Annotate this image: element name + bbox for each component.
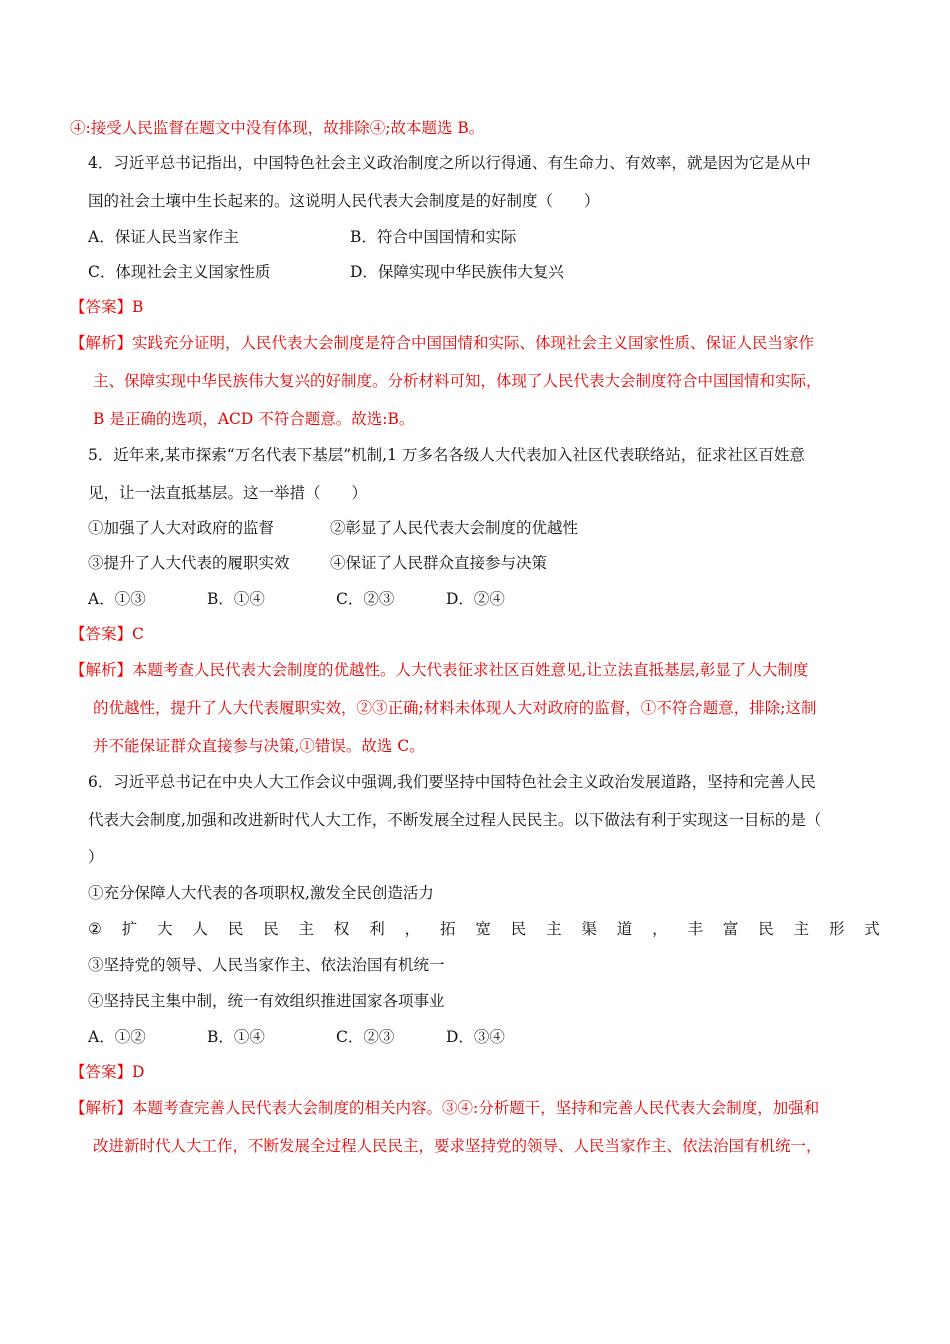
- q4-option-b: B．符合中国国情和实际: [350, 228, 517, 246]
- q6-statement-2-char: 人: [192, 920, 208, 938]
- q5-option-c: C．②③: [336, 590, 395, 608]
- q5-stem-line1: 5．近年来,某市探索“万名代表下基层”机制,1 万多名各级人大代表加入社区代表联络站，征求社区百姓意: [88, 446, 805, 464]
- q6-statement-2-char: 式: [864, 920, 880, 938]
- q4-analysis-line3: B 是正确的选项，ACD 不符合题意。故选:B。: [93, 410, 415, 428]
- q6-analysis-line2: 改进新时代人大工作，不断发展全过程人民民主，要求坚持党的领导、人民当家作主、依法治国有机统一，: [93, 1137, 822, 1155]
- q6-statement-2-char: 道: [616, 920, 633, 938]
- q6-statement-2-char: 主: [546, 920, 562, 938]
- q6-statement-2-char: 民: [227, 920, 244, 938]
- q6-analysis-line1: [70, 1097, 819, 1119]
- q6-statement-2: [88, 918, 880, 940]
- q5-option-a: A．①③: [88, 590, 146, 608]
- q4-option-c: C．体现社会主义国家性质: [88, 263, 271, 281]
- q5-statement-1: ①加强了人大对政府的监督: [88, 519, 275, 537]
- q4-answer-value: B: [132, 298, 144, 316]
- q4-analysis-line1: [70, 332, 814, 354]
- q6-option-b: B．①④: [207, 1028, 265, 1046]
- q6-answer-tag: 【答案】: [70, 1063, 133, 1081]
- q5-statement-4: ④保证了人民群众直接参与决策: [330, 554, 548, 572]
- q6-statement-1: ①充分保障人大代表的各项职权,激发全民创造活力: [88, 884, 434, 902]
- q6-statement-2-char: ②: [88, 920, 102, 938]
- q6-option-d: D．③④: [446, 1028, 505, 1046]
- q6-statement-2-char: ，: [652, 920, 668, 938]
- q5-answer: [70, 623, 144, 645]
- q6-option-c: C．②③: [336, 1028, 395, 1046]
- q6-analysis-text1: 本题考查完善人民代表大会制度的相关内容。③④:分析题干，坚持和完善人民代表大会制度，加强和: [132, 1099, 820, 1117]
- q4-analysis-tag: 【解析】: [70, 334, 133, 352]
- q6-statement-2-char: 主: [298, 920, 315, 938]
- q6-stem-line3: ）: [88, 848, 104, 866]
- q6-statement-2-char: 宽: [475, 920, 491, 938]
- q4-answer-tag: 【答案】: [70, 298, 133, 316]
- q5-analysis-line3: 并不能保证群众直接参与决策,①错误。故选 C。: [93, 737, 425, 755]
- q5-analysis-line1: [70, 659, 808, 681]
- q6-statement-2-char: 形: [828, 920, 845, 938]
- q6-statement-4: ④坚持民主集中制，统一有效组织推进国家各项事业: [88, 992, 445, 1010]
- q4-analysis-line2: 主、保障实现中华民族伟大复兴的好制度。分析材料可知，体现了人民代表大会制度符合中国国情和实际，: [93, 372, 822, 390]
- q4-answer: [70, 296, 143, 318]
- q6-statement-2-char: ，: [404, 920, 421, 938]
- q5-statement-3: ③提升了人大代表的履职实效: [88, 554, 290, 572]
- q5-answer-tag: 【答案】: [70, 625, 133, 643]
- q6-statement-2-char: 渠: [581, 920, 597, 938]
- q6-statement-2-char: 大: [157, 920, 173, 938]
- q6-statement-2-char: 利: [369, 920, 385, 938]
- q5-analysis-tag: 【解析】: [70, 661, 133, 679]
- q6-statement-2-char: 富: [722, 920, 739, 938]
- q5-stem-line2: 见，让一法直抵基层。这一举措（ ）: [88, 484, 368, 502]
- q6-stem-line1: 6．习近平总书记在中央人大工作会议中强调,我们要坚持中国特色社会主义政治发展道路，坚持和完善人民: [88, 773, 816, 791]
- q5-option-d: D．②④: [446, 590, 505, 608]
- q6-stem-line2: 代表大会制度,加强和改进新时代人大工作，不断发展全过程人民民主。以下做法有利于实现这一目标的是（: [88, 811, 822, 829]
- q6-statement-2-char: 扩: [121, 920, 138, 938]
- prev-answer-tail: ④:接受人民监督在题文中没有体现，故排除④;故本题选 B。: [70, 119, 485, 137]
- q6-statement-2-char: 民: [263, 920, 279, 938]
- q6-statement-2-char: 丰: [687, 920, 704, 938]
- q4-option-a: A．保证人民当家作主: [88, 228, 239, 246]
- q5-statement-2: ②彰显了人民代表大会制度的优越性: [330, 519, 579, 537]
- q6-statement-3: ③坚持党的领导、人民当家作主、依法治国有机统一: [88, 956, 445, 974]
- q6-answer-value: D: [132, 1063, 145, 1081]
- q6-statement-2-char: 拓: [439, 920, 456, 938]
- q6-statement-2-char: 主: [793, 920, 810, 938]
- q4-option-d: D．保障实现中华民族伟大复兴: [350, 263, 564, 281]
- q5-analysis-text1: 本题考查人民代表大会制度的优越性。人大代表征求社区百姓意见,让立法直抵基层,彰显了人大制度: [132, 661, 809, 679]
- q5-analysis-line2: 的优越性，提升了人大代表履职实效，②③正确;材料未体现人大对政府的监督，①不符合题意，排除;这制: [93, 699, 817, 717]
- q4-analysis-text1: 实践充分证明，人民代表大会制度是符合中国国情和实际、体现社会主义国家性质、保证人民当家作: [132, 334, 815, 352]
- q4-stem-line1: 4．习近平总书记指出，中国特色社会主义政治制度之所以行得通、有生命力、有效率，就是因为它是从中: [88, 154, 811, 172]
- q6-statement-2-char: 民: [510, 920, 527, 938]
- q5-answer-value: C: [132, 625, 144, 643]
- q6-analysis-tag: 【解析】: [70, 1099, 133, 1117]
- q4-stem-line2: 国的社会土壤中生长起来的。这说明人民代表大会制度是的好制度（ ）: [88, 192, 600, 210]
- q6-option-a: A．①②: [88, 1028, 146, 1046]
- q5-option-b: B．①④: [207, 590, 265, 608]
- q6-statement-2-char: 民: [758, 920, 774, 938]
- q6-statement-2-char: 权: [333, 920, 350, 938]
- q6-answer: [70, 1061, 144, 1083]
